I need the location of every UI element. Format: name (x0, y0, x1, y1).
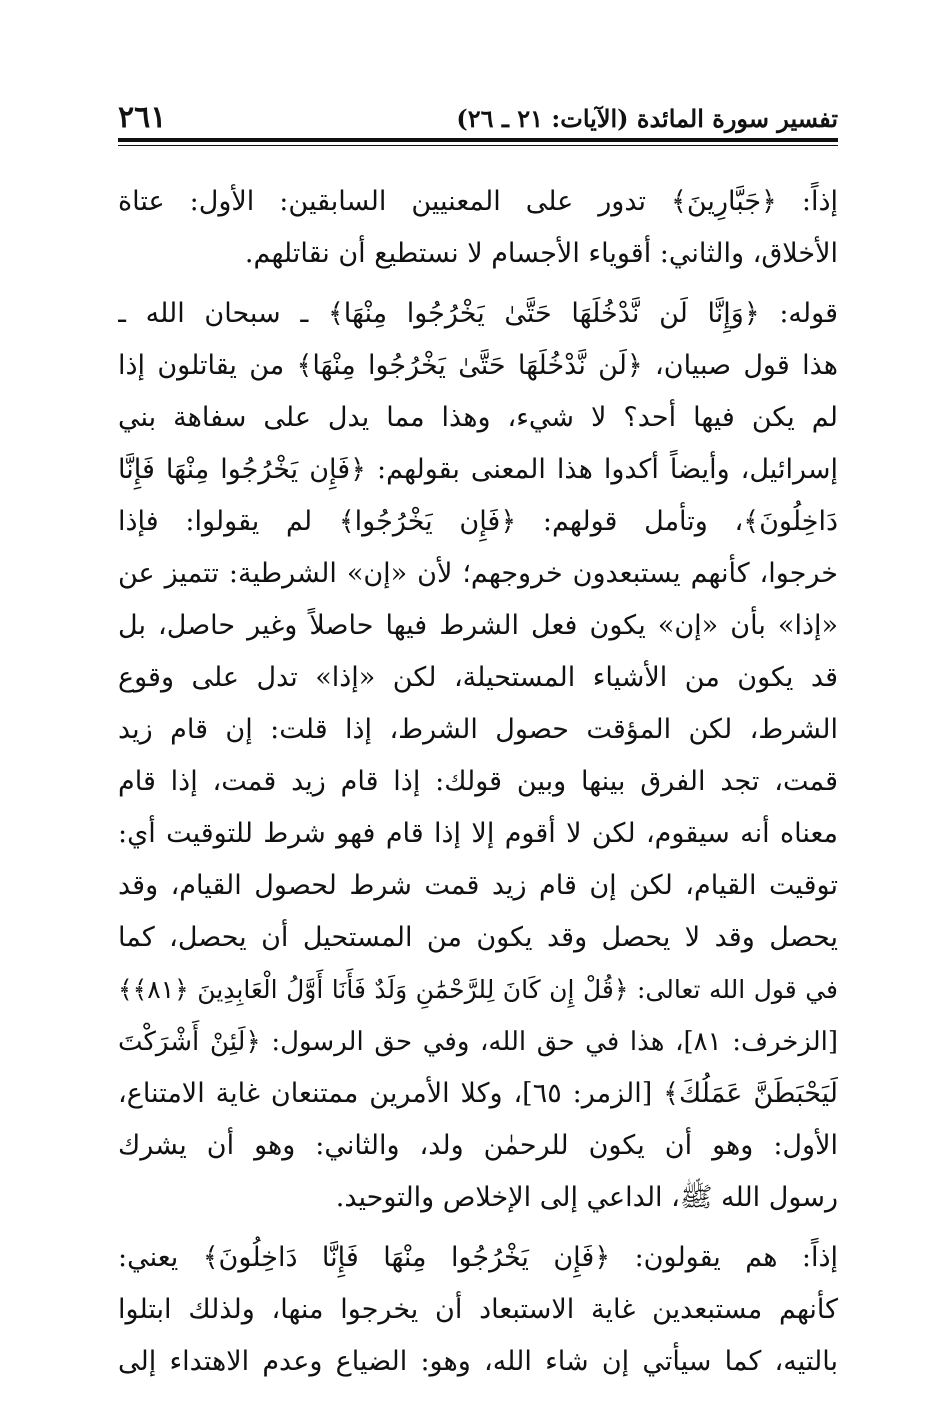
paragraph-2 (118, 288, 838, 1224)
text-line: قمت، تجد الفرق بينها وبين قولك: إذا قام زيد قمت، إذا قام (118, 766, 838, 797)
text-line: قد يكون من الأشياء المستحيلة، لكن «إذا» تدل على وقوع (118, 662, 838, 693)
text-line: قوله: ﴿وَإِنَّا لَن نَّدْخُلَهَا حَتَّىٰ يَخْرُجُوا مِنْهَا﴾ ـ سبحان الله ـ (118, 298, 838, 329)
header-rule-thick (118, 138, 838, 142)
text-line: إذاً: ﴿جَبَّارِينَ﴾ تدور على المعنيين السابقين: الأول: عتاة (118, 186, 838, 217)
text-line: إسرائيل، وأيضاً أكدوا هذا المعنى بقولهم: ﴿فَإِن يَخْرُجُوا مِنْهَا فَإِنَّا (118, 454, 838, 485)
text-line: هذا قول صبيان، ﴿لَن نَّدْخُلَهَا حَتَّىٰ يَخْرُجُوا مِنْهَا﴾ من يقاتلون إذا (118, 350, 838, 381)
paragraph-1 (118, 176, 838, 280)
text-line: الأخلاق، والثاني: أقوياء الأجسام لا نستطيع أن نقاتلهم. (244, 238, 838, 269)
text-line: يحصل وقد لا يحصل وقد يكون من المستحيل أن يحصل، كما (118, 922, 838, 953)
text-line: بالتيه، كما سيأتي إن شاء الله، وهو: الضياع وعدم الاهتداء إلى (118, 1346, 838, 1377)
text-line: الشرط، لكن المؤقت حصول الشرط، إذا قلت: إن قام زيد (118, 714, 838, 745)
text-line: كأنهم مستبعدين غاية الاستبعاد أن يخرجوا منها، ولذلك ابتلوا (118, 1294, 838, 1325)
text-line: معناه أنه سيقوم، لكن لا أقوم إلا إذا قام فهو شرط للتوقيت أي: (118, 818, 838, 849)
text-line: دَاخِلُونَ﴾، وتأمل قولهم: ﴿فَإِن يَخْرُجُوا﴾ لم يقولوا: فإذا (118, 506, 838, 537)
text-line: [الزخرف: ٨١]، هذا في حق الله، وفي حق الرسول: ﴿لَئِنْ أَشْرَكْتَ (118, 1027, 838, 1057)
text-line: «إذا» بأن «إن» يكون فعل الشرط فيها حاصلاً وغير حاصل، بل (118, 610, 838, 641)
text-line: توقيت القيام، لكن إن قام زيد قمت شرط لحصول القيام، وقد (118, 870, 838, 901)
text-line: في قول الله تعالى: ﴿قُلْ إِن كَانَ لِلرَّحْمَٰنِ وَلَدٌ فَأَنَا أَوَّلُ الْعَابِدِينَ ﴿٨١﴾﴾ (118, 975, 838, 1004)
text-line: لم يكن فيها أحد؟ لا شيء، وهذا مما يدل على سفاهة بني (118, 402, 838, 433)
text-line: إذاً: هم يقولون: ﴿فَإِن يَخْرُجُوا مِنْهَا فَإِنَّا دَاخِلُونَ﴾ يعني: (118, 1242, 838, 1273)
page-body (118, 176, 838, 1396)
text-line: خرجوا، كأنهم يستبعدون خروجهم؛ لأن «إن» الشرطية: تتميز عن (118, 558, 838, 589)
text-line: رسول الله ﷺ، الداعي إلى الإخلاص والتوحيد. (335, 1182, 838, 1213)
paragraph-3 (118, 1232, 838, 1388)
page-header (118, 100, 838, 134)
running-title: تفسير سورة المائدة (الآيات: ٢١ ـ ٢٦) (456, 104, 838, 133)
text-line: لَيَحْبَطَنَّ عَمَلُكَ﴾ [الزمر: ٦٥]، وكلا الأمرين ممتنعان غاية الامتناع، (118, 1078, 838, 1109)
text-line: الأول: وهو أن يكون للرحمٰن ولد، والثاني: وهو أن يشرك (118, 1130, 838, 1161)
header-rule-thin (118, 145, 838, 146)
page-number: ٢٦١ (118, 100, 167, 135)
